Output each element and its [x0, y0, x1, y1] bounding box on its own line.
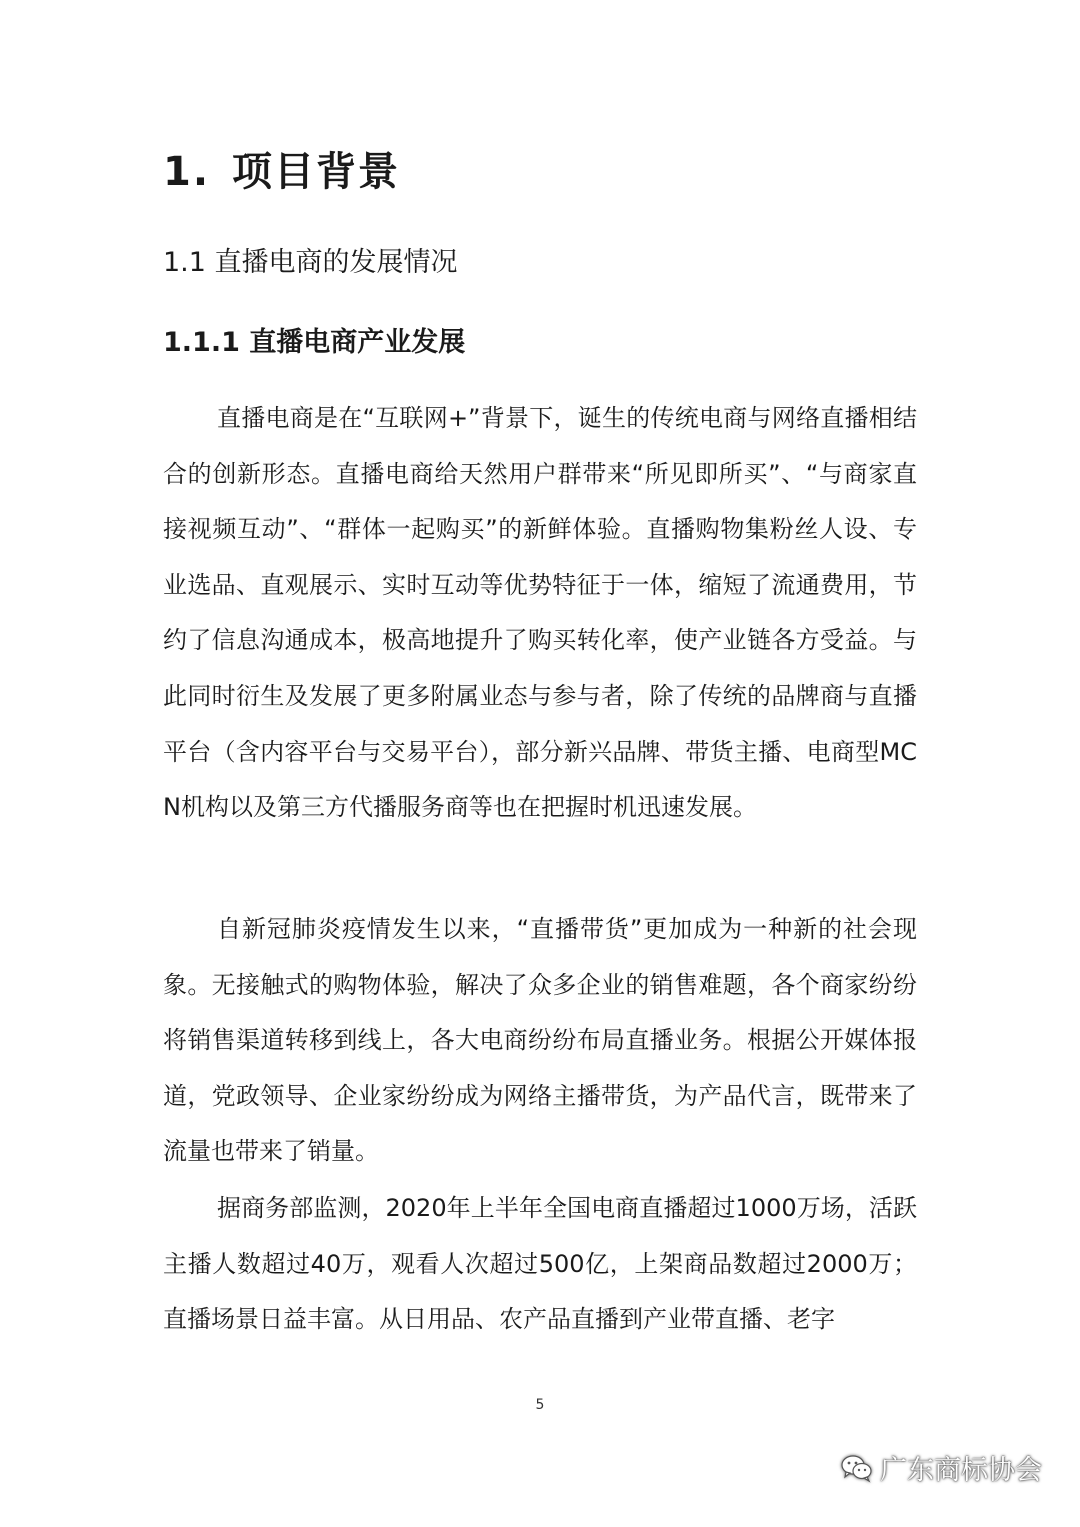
- subsection-heading: 1.1 直播电商的发展情况: [163, 247, 458, 278]
- subsubsection-heading: 1.1.1 直播电商产业发展: [163, 327, 466, 358]
- watermark: [840, 1448, 1042, 1487]
- page-number: 5: [535, 1397, 545, 1413]
- body-paragraph: 直播电商是在“互联网+”背景下，诞生的传统电商与网络直播相结合的创新形态。直播电商给天然用户群带来“所见即所买”、“与商家直接视频互动”、“群体一起购买”的新鲜体验。直播购物集粉丝人设、专业选品、直观展示、实时互动等优势特征于一体，缩短了流通费用，节约了信息沟通成本，极高地提升了购买转化率，使产业链各方受益。与此同时衍生及发展了更多附属业态与参与者，除了传统的品牌商与直播平台（含内容平台与交易平台），部分新兴品牌、带货主播、电商型MCN机构以及第三方代播服务商等也在把握时机迅速发展。: [163, 404, 917, 822]
- body-paragraph: 自新冠肺炎疫情发生以来，“直播带货”更加成为一种新的社会现象。无接触式的购物体验，解决了众多企业的销售难题，各个商家纷纷将销售渠道转移到线上，各大电商纷纷布局直播业务。根据公开媒体报道，党政领导、企业家纷纷成为网络主播带货，为产品代言，既带来了流量也带来了销量。: [163, 915, 917, 1166]
- wechat-icon: [840, 1453, 874, 1483]
- section-number: 1.: [163, 149, 211, 195]
- section-title: 项目背景: [232, 149, 401, 195]
- watermark-text: 广东商标协会: [880, 1455, 1042, 1486]
- body-paragraph: 据商务部监测，2020年上半年全国电商直播超过1000万场，活跃主播人数超过40万，观看人次超过500亿，上架商品数超过2000万；直播场景日益丰富。从日用品、农产品直播到产业带直播、老字: [163, 1194, 917, 1334]
- section-heading-1: [163, 140, 400, 197]
